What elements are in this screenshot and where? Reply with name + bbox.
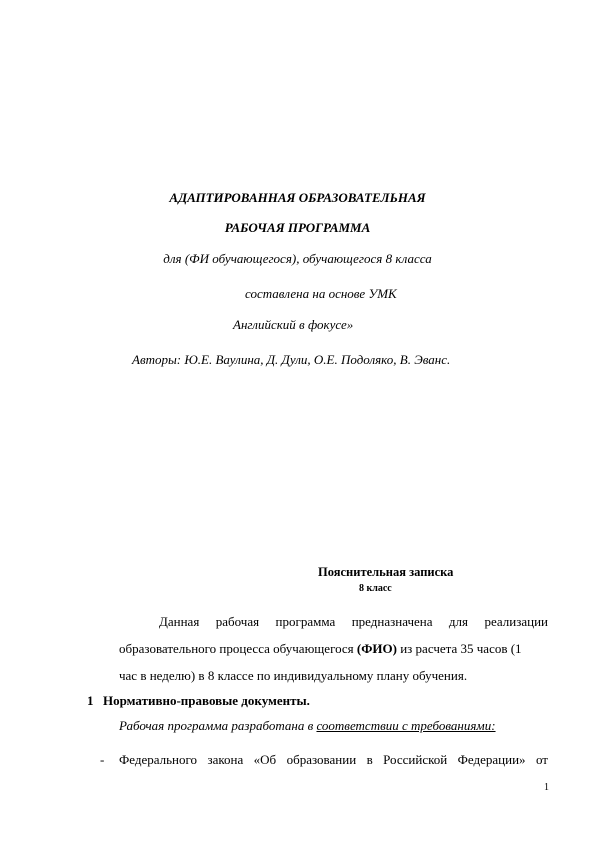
title-line-2: РАБОЧАЯ ПРОГРАММА (224, 220, 371, 235)
authors-line: Авторы: Ю.Е. Ваулина, Д. Дули, О.Е. Подоляко, В. Эванс. (132, 352, 451, 367)
paragraph-line-1-text: Данная рабочая программа предназначена для реализации (159, 614, 548, 629)
title-line-4: составлена на основе УМК (245, 286, 397, 301)
section-intro (119, 718, 496, 734)
title-line-5: Английский в фокусе» (233, 317, 354, 332)
title-line-1: АДАПТИРОВАННАЯ ОБРАЗОВАТЕЛЬНАЯ (169, 190, 426, 205)
paragraph-line-1 (159, 614, 548, 630)
section-intro-before: Рабочая программа разработана в (119, 718, 317, 733)
note-class: 8 класс (359, 583, 392, 594)
title-line-3: для (ФИ обучающегося), обучающегося 8 класса (163, 251, 432, 266)
bullet-item-1 (119, 752, 548, 768)
page-number: 1 (544, 782, 549, 793)
note-heading: Пояснительная записка (318, 565, 454, 579)
paragraph-line-3: час в неделю) в 8 классе по индивидуальному плану обучения. (119, 668, 468, 683)
paragraph-line-2-bold: (ФИО) (356, 641, 397, 656)
paragraph-line-2 (119, 641, 522, 657)
paragraph-line-2-before: образовательного процесса обучающегося (119, 641, 354, 656)
bullet-item-1-text: Федерального закона «Об образовании в Российской Федерации» от (119, 752, 548, 767)
paragraph-line-2-after: из расчета 35 часов (1 (400, 641, 522, 656)
section-number: 1 (87, 693, 94, 708)
bullet-marker: - (100, 752, 105, 767)
section-intro-underlined: соответствии с требованиями: (316, 718, 496, 733)
section-title: Нормативно-правовые документы. (103, 693, 310, 708)
